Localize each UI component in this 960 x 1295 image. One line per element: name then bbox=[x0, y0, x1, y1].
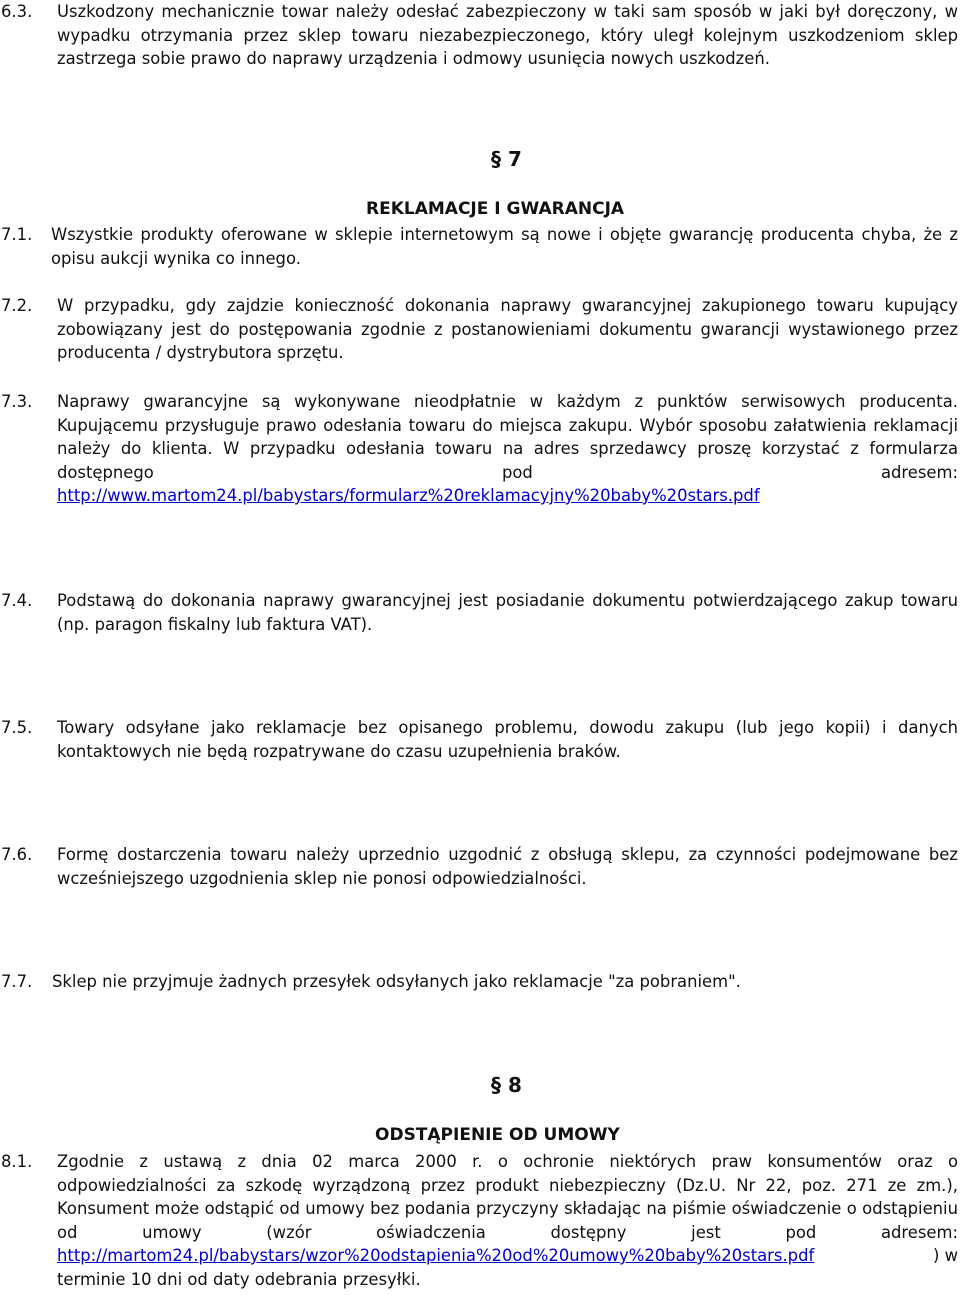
section-title-7: REKLAMACJE I GWARANCJA bbox=[366, 199, 625, 219]
section-title-8: ODSTĄPIENIE OD UMOWY bbox=[375, 1125, 620, 1145]
paragraph-7-3 bbox=[0, 390, 958, 508]
section-symbol-8: § 8 bbox=[491, 1073, 522, 1097]
paragraph-text-tail: terminie 10 dni od daty odebrania przesyłki. bbox=[57, 1269, 421, 1289]
paragraph-text: Formę dostarczenia towaru należy uprzednio uzgodnić z obsługą sklepu, za czynności podejmowane bez wcześniejszego uzgodnienia sklep nie ponosi odpowiedzialności. bbox=[57, 845, 958, 888]
paragraph-text: Podstawą do dokonania naprawy gwarancyjnej jest posiadanie dokumentu potwierdzającego zakup towaru (np. paragon fiskalny lub faktura VAT). bbox=[57, 591, 958, 634]
paragraph-7-2 bbox=[0, 294, 958, 365]
withdrawal-form-link[interactable]: http://martom24.pl/babystars/wzor%20odstapienia%20od%20umowy%20baby%20stars.pdf bbox=[57, 1246, 815, 1265]
paragraph-text-block bbox=[57, 390, 958, 508]
link-line bbox=[57, 1244, 958, 1268]
paragraph-7-6 bbox=[0, 843, 958, 890]
paragraph-text: Naprawy gwarancyjne są wykonywane nieodpłatnie w każdym z punktów serwisowych producenta. Kupującemu przysługuje prawo odesłania towaru do miejsca zakupu. Wybór sposobu załatwienia reklamacji należy do klienta. W przypadku odesłania towaru na adres sprzedawcy proszę korzystać z formularza dostępnego pod adresem: bbox=[57, 392, 958, 482]
paragraph-number: 8.1. bbox=[1, 1152, 33, 1171]
paragraph-6-3 bbox=[0, 0, 958, 71]
paragraph-7-4 bbox=[0, 589, 958, 636]
paragraph-text-block bbox=[57, 1150, 958, 1291]
paragraph-text: Uszkodzony mechanicznie towar należy odesłać zabezpieczony w taki sam sposób w jaki był doręczony, w wypadku otrzymania przez sklep towaru niezabezpieczonego, który uległ kolejnym uszkodzeniom sklep zastrzega sobie prawo do naprawy urządzenia i odmowy usunięcia nowych uszkodzeń. bbox=[57, 2, 958, 68]
paragraph-number: 7.6. bbox=[1, 845, 33, 864]
paragraph-7-7 bbox=[0, 970, 958, 994]
paragraph-number: 7.2. bbox=[1, 296, 33, 315]
paragraph-text: Zgodnie z ustawą z dnia 02 marca 2000 r. o ochronie niektórych praw konsumentów oraz o odpowiedzialności za szkodę wyrządzoną przez produkt niebezpieczny (Dz.U. Nr 22, poz. 271 ze zm.), Konsument może odstąpić od umowy bez podania przyczyny składając na piśmie oświadczenie o odstąpieniu od umowy (wzór oświadczenia dostępny jest pod adresem: bbox=[57, 1152, 958, 1242]
paragraph-text: W przypadku, gdy zajdzie konieczność dokonania naprawy gwarancyjnej zakupionego towaru kupujący zobowiązany jest do postępowania zgodnie z postanowieniami dokumentu gwarancji wystawionego przez producenta / dystrybutora sprzętu. bbox=[57, 296, 958, 362]
paragraph-number: 7.1. bbox=[1, 225, 33, 244]
paragraph-text: Towary odsyłane jako reklamacje bez opisanego problemu, dowodu zakupu (lub jego kopii) i danych kontaktowych nie będą rozpatrywane do czasu uzupełnienia braków. bbox=[57, 718, 958, 761]
paragraph-text-after-link: ) w bbox=[932, 1246, 958, 1265]
paragraph-7-5 bbox=[0, 716, 958, 763]
section-symbol-7: § 7 bbox=[491, 147, 522, 171]
paragraph-text: Wszystkie produkty oferowane w sklepie internetowym są nowe i objęte gwarancję producenta chyba, że z opisu aukcji wynika co innego. bbox=[51, 225, 958, 268]
paragraph-number: 7.3. bbox=[1, 392, 33, 411]
paragraph-number: 6.3. bbox=[1, 2, 33, 21]
warranty-form-link[interactable]: http://www.martom24.pl/babystars/formularz%20reklamacyjny%20baby%20stars.pdf bbox=[57, 486, 760, 505]
paragraph-text: Sklep nie przyjmuje żadnych przesyłek odsyłanych jako reklamacje "za pobraniem". bbox=[52, 972, 741, 991]
paragraph-number: 7.4. bbox=[1, 591, 33, 610]
paragraph-8-1 bbox=[0, 1150, 958, 1291]
paragraph-number: 7.7. bbox=[1, 972, 33, 991]
paragraph-number: 7.5. bbox=[1, 718, 33, 737]
paragraph-7-1 bbox=[0, 223, 958, 270]
